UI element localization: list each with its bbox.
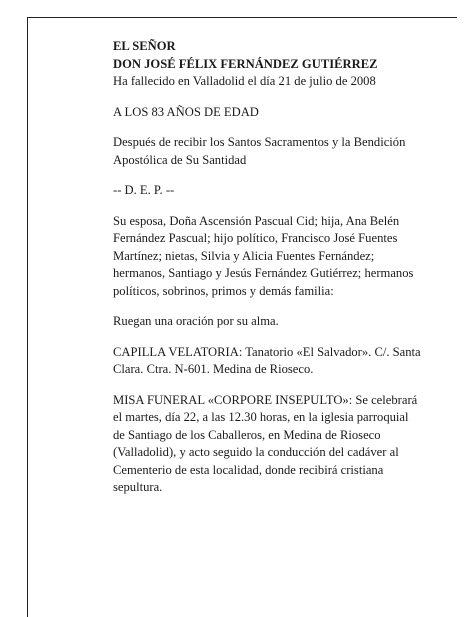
chapel-paragraph: CAPILLA VELATORIA: Tanatorio «El Salvador». C/. Santa Clara. Ctra. N-601. Medina de Rioseco.: [113, 344, 421, 376]
notice-header: [113, 38, 423, 91]
sacraments-paragraph: Después de recibir los Santos Sacramentos y la Bendición Apostólica de Su Santidad: [113, 135, 406, 167]
deceased-name: DON JOSÉ FÉLIX FERNÁNDEZ GUTIÉRREZ: [113, 56, 378, 71]
age-line: A LOS 83 AÑOS DE EDAD: [113, 104, 259, 119]
family-paragraph: Su esposa, Doña Ascensión Pascual Cid; hija, Ana Belén Fernández Pascual; hijo político, Francisco José Fuentes Martínez; nietas, Silvia y Alicia Fuentes Fernández; hermanos, Santiago y Jesús Fernández Gutiérrez; hermanos políticos, sobrinos, primos y demás familia:: [113, 213, 414, 298]
funeral-paragraph: MISA FUNERAL «CORPORE INSEPULTO»: Se celebrará el martes, día 22, a las 12.30 horas, en la iglesia parroquial de Santiago de los Caballeros, en Medina de Rioseco (Valladolid), y acto seguido la conducción del cadáver al Cementerio de esta localidad, donde recibirá cristiana sepultura.: [113, 392, 418, 494]
rip-line: -- D. E. P. --: [113, 183, 175, 197]
heading-title: EL SEÑOR: [113, 39, 176, 53]
prayer-line: Ruegan una oración por su alma.: [113, 314, 279, 328]
death-date-line: Ha fallecido en Valladolid el día 21 de julio de 2008: [113, 74, 376, 88]
obituary-notice: [113, 38, 423, 510]
